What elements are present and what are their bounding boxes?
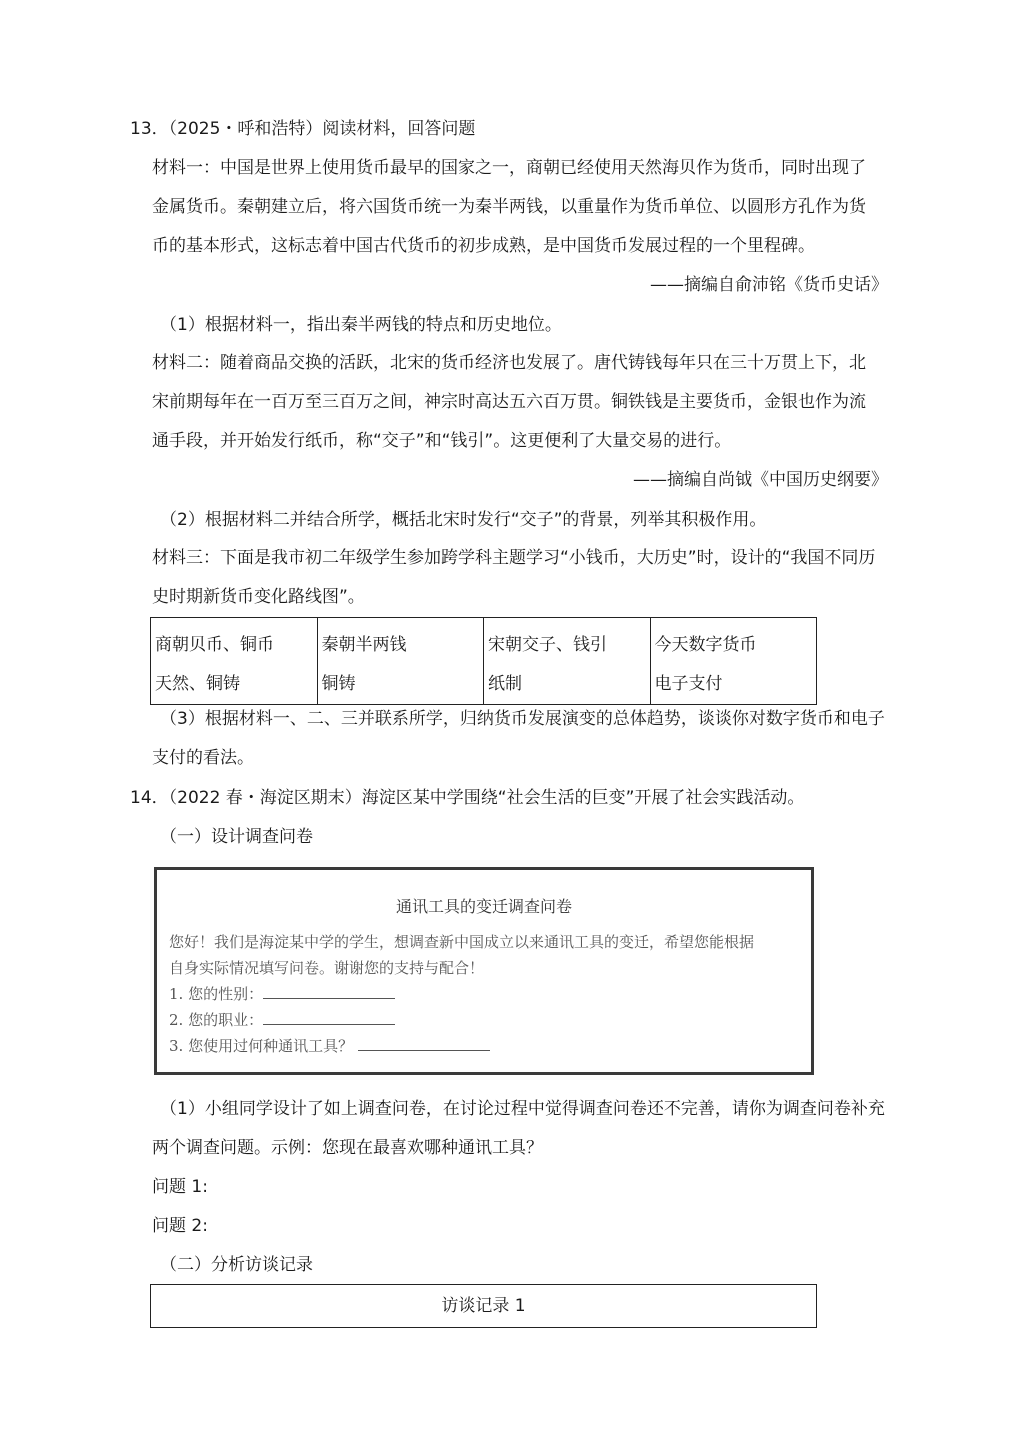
questionnaire-intro-line-1: 您好！我们是海淀某中学的学生，想调查新中国成立以来通讯工具的变迁，希望您能根据 <box>169 933 755 951</box>
route-cell-title: 秦朝半两钱 <box>321 635 407 655</box>
answer-blank <box>263 984 395 999</box>
material-2-line-2: 宋前期每年在一百万至三百万之间，神宗时高达五六百万贯。铜铁钱是主要货币，金银也作为流 <box>152 392 866 412</box>
material-2-line-1: 材料二：随着商品交换的活跃，北宋的货币经济也发展了。唐代铸钱每年只在三十万贯上下，北 <box>152 353 866 373</box>
questionnaire-item-3 <box>169 1035 490 1057</box>
questionnaire-intro-line-2: 自身实际情况填写问卷。谢谢您的支持与配合！ <box>169 959 485 977</box>
material-2-line-3: 通手段，并开始发行纸币，称“交子”和“钱引”。这更便利了大量交易的进行。 <box>152 431 732 451</box>
route-cell-material: 电子支付 <box>654 674 723 694</box>
sub-question-3-line-1: （3）根据材料一、二、三并联系所学，归纳货币发展演变的总体趋势，谈谈你对数字货币和电子 <box>160 709 885 729</box>
q14-sub-question-1-line-1: （1）小组同学设计了如上调查问卷，在讨论过程中觉得调查问卷还不完善，请你为调查问卷补充 <box>160 1099 885 1119</box>
answer-question-2: 问题 2: <box>152 1216 208 1236</box>
questionnaire-item-label: 3. 您使用过何种通讯工具？ <box>169 1037 354 1055</box>
route-cell-today <box>650 618 817 705</box>
sub-question-1: （1）根据材料一，指出秦半两钱的特点和历史地位。 <box>160 315 562 335</box>
questionnaire-item-1 <box>169 983 395 1005</box>
q13-heading: 13．（2025・呼和浩特）阅读材料，回答问题 <box>130 119 476 139</box>
answer-blank <box>358 1036 490 1051</box>
part-2-heading: （二）分析访谈记录 <box>160 1255 313 1275</box>
route-cell-material: 纸制 <box>488 674 522 694</box>
answer-question-1: 问题 1: <box>152 1177 208 1197</box>
material-1-line-3: 币的基本形式，这标志着中国古代货币的初步成熟，是中国货币发展过程的一个里程碑。 <box>152 236 815 256</box>
questionnaire-image <box>154 867 814 1075</box>
route-cell-title: 今天数字货币 <box>654 635 757 655</box>
sub-question-2: （2）根据材料二并结合所学，概括北宋时发行“交子”的背景，列举其积极作用。 <box>160 510 767 530</box>
currency-route-table <box>150 617 817 705</box>
route-cell-shang <box>151 618 318 705</box>
route-cell-material: 天然、铜铸 <box>155 674 240 694</box>
route-cell-material: 铜铸 <box>321 674 356 694</box>
material-1-line-1: 材料一：中国是世界上使用货币最早的国家之一，商朝已经使用天然海贝作为货币，同时出现了 <box>152 158 866 178</box>
table-row <box>151 618 817 705</box>
questionnaire-item-2 <box>169 1009 395 1031</box>
q14-sub-question-1-line-2: 两个调查问题。示例：您现在最喜欢哪种通讯工具？ <box>152 1138 543 1158</box>
route-cell-title: 商朝贝币、铜币 <box>155 635 274 655</box>
questionnaire-item-label: 1. 您的性别： <box>169 985 264 1003</box>
interview-record-title: 访谈记录 1 <box>441 1296 526 1316</box>
material-3-line-1: 材料三：下面是我市初二年级学生参加跨学科主题学习“小钱币，大历史”时，设计的“我国不同历 <box>152 548 876 568</box>
interview-record-box <box>150 1284 817 1328</box>
part-1-heading: （一）设计调查问卷 <box>160 827 313 847</box>
material-1-source: ——摘编自俞沛铭《货币史话》 <box>650 275 888 295</box>
sub-question-3-line-2: 支付的看法。 <box>152 748 254 768</box>
route-cell-qin <box>317 618 484 705</box>
questionnaire-item-label: 2. 您的职业： <box>169 1011 264 1029</box>
answer-blank <box>263 1010 395 1025</box>
questionnaire-title: 通讯工具的变迁调查问卷 <box>395 897 572 916</box>
route-cell-song <box>484 618 651 705</box>
route-cell-title: 宋朝交子、钱引 <box>488 635 607 655</box>
material-1-line-2: 金属货币。秦朝建立后，将六国货币统一为秦半两钱，以重量作为货币单位、以圆形方孔作为货 <box>152 197 866 217</box>
q14-heading: 14．（2022 春・海淀区期末）海淀区某中学围绕“社会生活的巨变”开展了社会实践活动。 <box>130 788 805 808</box>
material-3-line-2: 史时期新货币变化路线图”。 <box>152 587 365 607</box>
material-2-source: ——摘编自尚钺《中国历史纲要》 <box>633 470 888 490</box>
